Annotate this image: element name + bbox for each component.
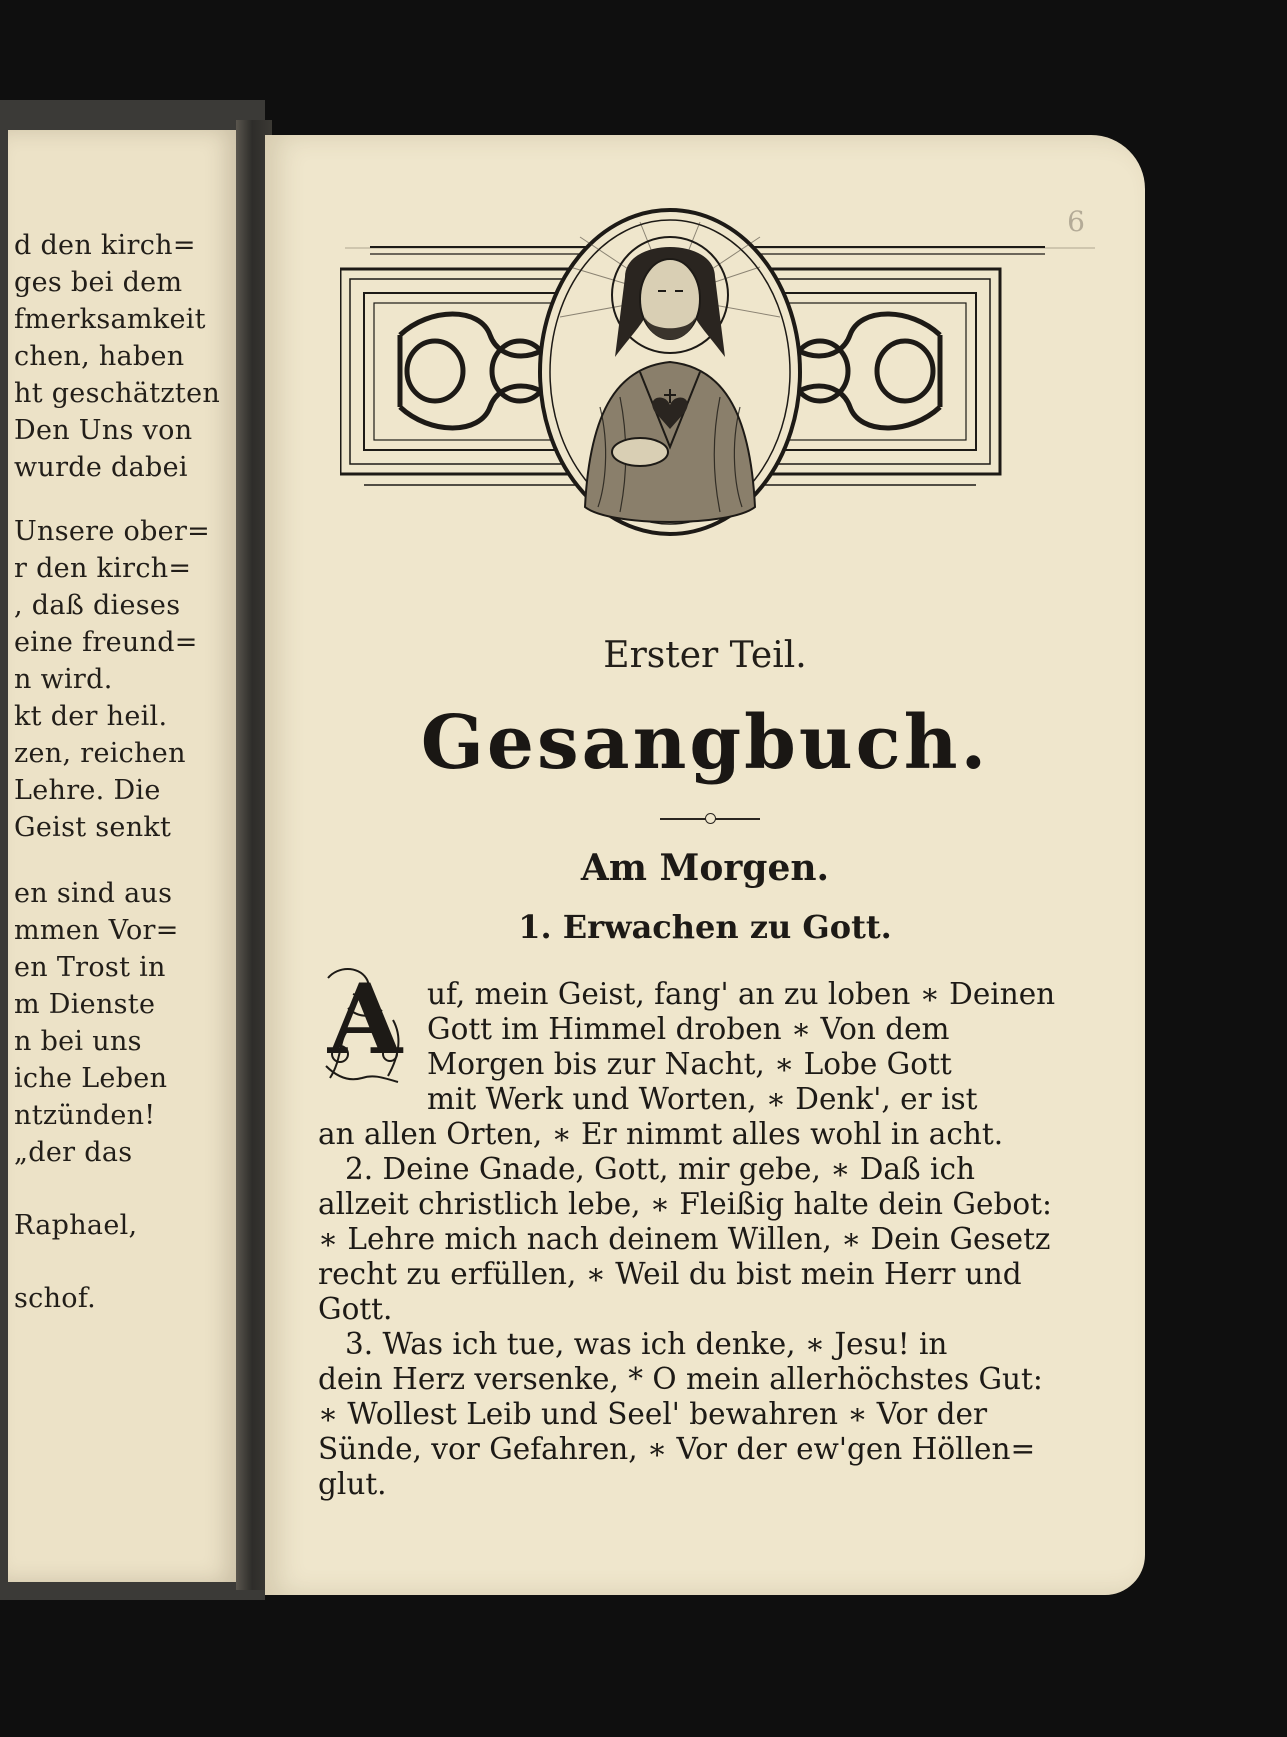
verse-line: Gott im Himmel droben ∗ Von dem xyxy=(427,1012,950,1046)
left-page-line: schof. xyxy=(14,1283,97,1314)
verse-line: ∗ Lehre mich nach deinem Willen, ∗ Dein Gesetz xyxy=(318,1222,1051,1256)
verse-line: Morgen bis zur Nacht, ∗ Lobe Gott xyxy=(427,1047,952,1081)
book-title: Gesangbuch. xyxy=(420,700,990,786)
left-page-line: fmerksamkeit xyxy=(14,304,206,335)
left-page-line: ntzünden! xyxy=(14,1100,156,1131)
verse-line: ∗ Wollest Leib und Seel' bewahren ∗ Vor der xyxy=(318,1397,988,1431)
left-page-line: r den kirch= xyxy=(14,553,192,584)
verse-line: an allen Orten, ∗ Er nimmt alles wohl in acht. xyxy=(318,1117,1004,1151)
verse-line: uf, mein Geist, fang' an zu loben ∗ Deinen xyxy=(427,977,1056,1011)
left-page xyxy=(8,130,240,1582)
left-page-line: wurde dabei xyxy=(14,452,188,483)
left-page-line: mmen Vor= xyxy=(14,915,179,946)
hymn-title: 1. Erwachen zu Gott. xyxy=(518,908,892,946)
left-page-line: n bei uns xyxy=(14,1026,142,1057)
right-page xyxy=(265,135,1145,1595)
left-page-line: chen, haben xyxy=(14,341,185,372)
left-page-line: eine freund= xyxy=(14,627,198,658)
left-page-line: n wird. xyxy=(14,664,113,695)
verse-line: recht zu erfüllen, ∗ Weil du bist mein Herr und xyxy=(318,1257,1022,1291)
verse-line: Sünde, vor Gefahren, ∗ Vor der ew'gen Höllen= xyxy=(318,1432,1036,1466)
left-page-line: kt der heil. xyxy=(14,701,168,732)
left-page-line: en Trost in xyxy=(14,952,166,983)
left-page-line: iche Leben xyxy=(14,1063,168,1094)
verse-line: Gott. xyxy=(318,1292,393,1326)
page-number: 6 xyxy=(1067,205,1085,238)
initial-letter-glyph: A xyxy=(327,963,403,1076)
verse-line: glut. xyxy=(318,1467,387,1501)
left-page-line: „der das xyxy=(14,1137,133,1168)
sacred-heart-vignette xyxy=(340,207,1075,627)
left-page-line: zen, reichen xyxy=(14,738,186,769)
part-heading: Erster Teil. xyxy=(603,635,807,676)
verse-line: allzeit christlich lebe, ∗ Fleißig halte dein Gebot: xyxy=(318,1187,1052,1221)
left-page-line: ht geschätzten xyxy=(14,378,221,409)
verse-line: dein Herz versenke, * O mein allerhöchstes Gut: xyxy=(318,1362,1043,1396)
verse-line: 3. Was ich tue, was ich denke, ∗ Jesu! in xyxy=(345,1327,948,1361)
left-page-line: en sind aus xyxy=(14,878,173,909)
verse-line: mit Werk und Worten, ∗ Denk', er ist xyxy=(427,1082,978,1116)
section-heading: Am Morgen. xyxy=(580,847,830,889)
left-page-line: ges bei dem xyxy=(14,267,183,298)
ornamental-divider xyxy=(660,812,760,826)
left-page-line: m Dienste xyxy=(14,989,156,1020)
left-page-line: , daß dieses xyxy=(14,590,181,621)
left-page-line: d den kirch= xyxy=(14,230,196,261)
verse-line: 2. Deine Gnade, Gott, mir gebe, ∗ Daß ich xyxy=(345,1152,975,1186)
left-page-line: Lehre. Die xyxy=(14,775,161,806)
left-page-line: Geist senkt xyxy=(14,812,172,843)
left-page-line: Raphael, xyxy=(14,1210,138,1241)
decorated-initial-letter xyxy=(318,958,412,1088)
left-page-line: Den Uns von xyxy=(14,415,193,446)
left-page-line: Unsere ober= xyxy=(14,516,211,547)
